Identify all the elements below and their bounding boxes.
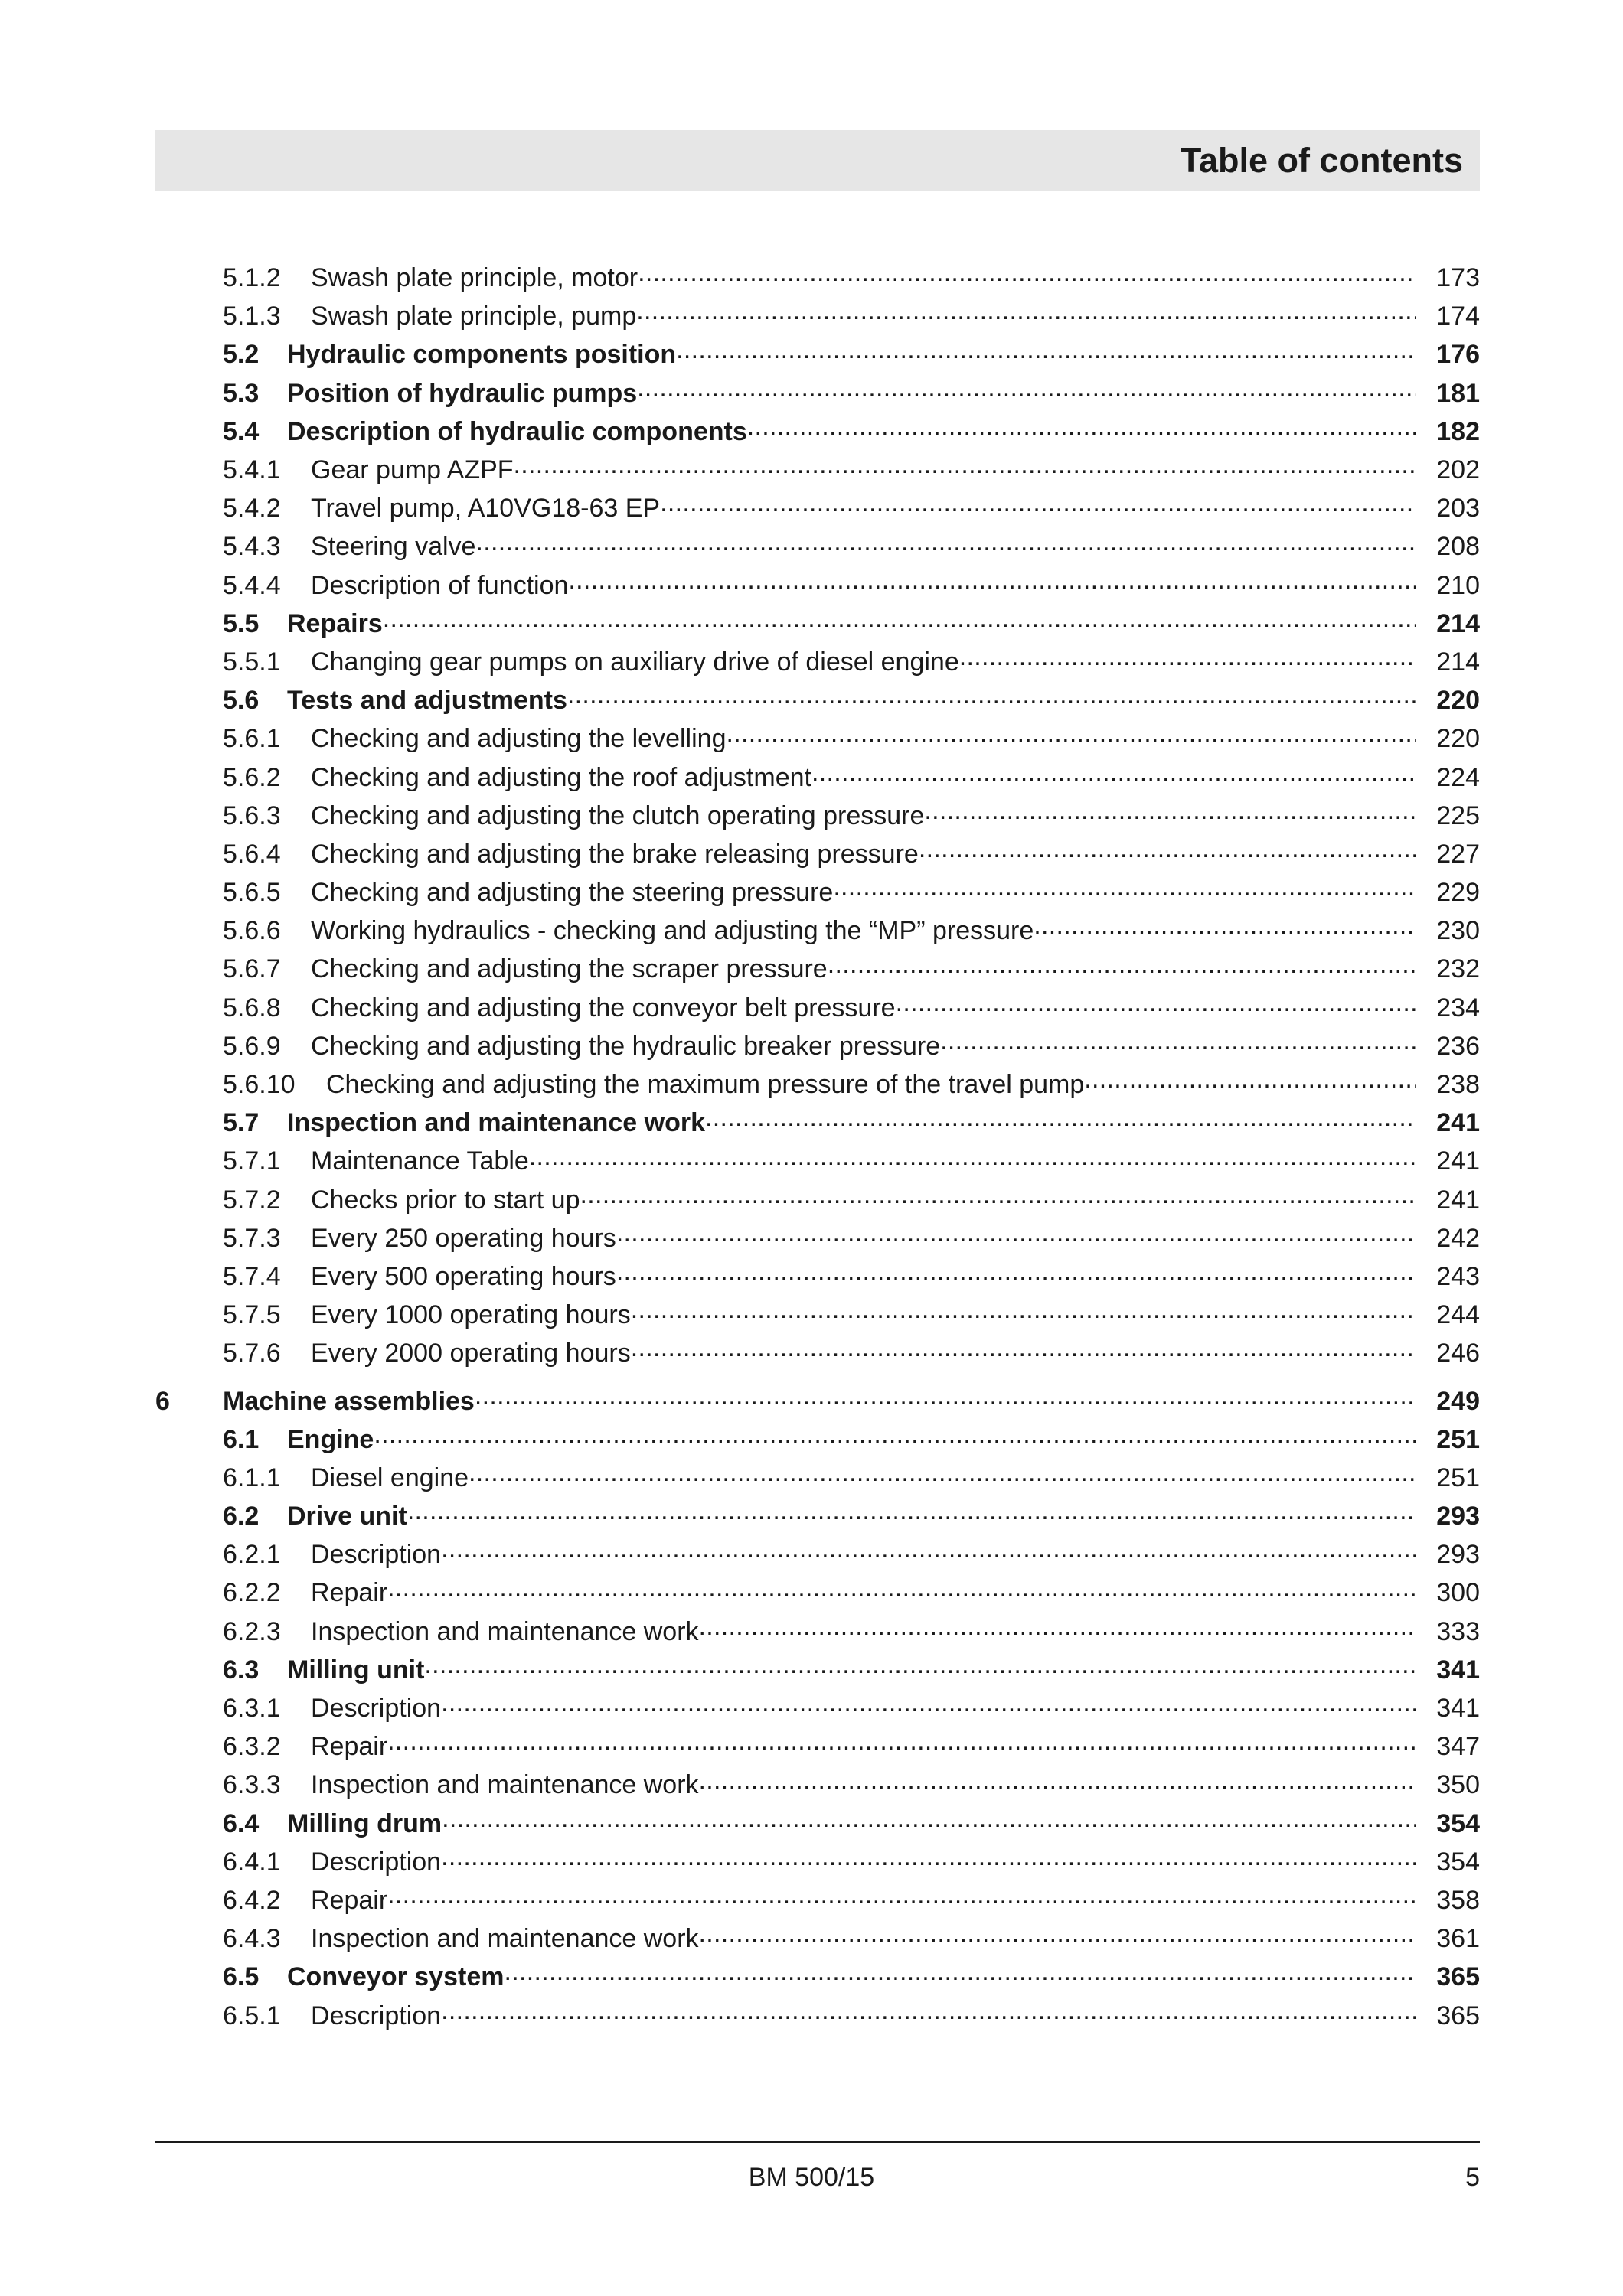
toc-entry-number: 5.7.2 — [223, 1185, 281, 1215]
toc-entry[interactable] — [155, 1257, 1480, 1296]
toc-entry-page: 225 — [1436, 801, 1480, 830]
dot-leader — [631, 1332, 1416, 1368]
toc-entry[interactable] — [155, 1958, 1480, 1996]
toc-entry-title: Every 250 operating hours — [311, 1223, 616, 1253]
toc-entry-page: 236 — [1436, 1031, 1480, 1061]
toc-entry-page: 241 — [1436, 1108, 1480, 1138]
toc-entry[interactable] — [155, 1651, 1480, 1689]
toc-entry-page: 354 — [1436, 1847, 1480, 1877]
toc-entry-page: 358 — [1436, 1885, 1480, 1915]
toc-entry-page: 243 — [1436, 1261, 1480, 1291]
toc-entry-title: Description — [311, 1540, 442, 1570]
toc-entry-page: 361 — [1436, 1924, 1480, 1954]
dot-leader — [631, 1294, 1416, 1329]
toc-entry-page: 230 — [1436, 916, 1480, 946]
toc-entry-title: Checking and adjusting the scraper pressure — [311, 954, 828, 984]
toc-entry-title: Repair — [311, 1732, 388, 1762]
toc-entry-number: 5.7.1 — [223, 1146, 281, 1176]
toc-entry-number: 6.3 — [223, 1655, 260, 1684]
toc-entry-title: Milling drum — [287, 1808, 442, 1838]
dot-leader — [636, 295, 1416, 331]
toc-entry-title: Description — [311, 1694, 442, 1724]
toc-entry-title: Swash plate principle, pump — [311, 302, 637, 331]
toc-entry-number: 5.2 — [223, 340, 260, 370]
dot-leader — [699, 1918, 1416, 1953]
toc-entry-title: Maintenance Table — [311, 1146, 529, 1176]
toc-entry-number: 5.7.3 — [223, 1223, 281, 1253]
toc-entry-number: 5.5.1 — [223, 647, 281, 677]
toc-entry-title: Checking and adjusting the steering pressure — [311, 878, 834, 908]
dot-leader — [726, 718, 1416, 753]
toc-entry-title: Description — [311, 1847, 442, 1877]
dot-leader — [812, 757, 1416, 792]
toc-entry[interactable] — [155, 1613, 1480, 1651]
footer-divider — [155, 2141, 1480, 2143]
toc-entry-number: 5.6 — [223, 686, 260, 716]
toc-entry-number: 5.6.10 — [223, 1070, 296, 1100]
toc-entry-number: 5.6.8 — [223, 993, 281, 1022]
toc-entry[interactable] — [155, 950, 1480, 988]
toc-entry-number: 5.4.2 — [223, 494, 281, 523]
toc-entry-page: 208 — [1436, 532, 1480, 562]
toc-entry-page: 203 — [1436, 494, 1480, 523]
toc-entry-page: 220 — [1436, 724, 1480, 754]
toc-entry[interactable] — [155, 1727, 1480, 1766]
dot-leader — [699, 1765, 1416, 1800]
toc-entry-title: Conveyor system — [287, 1962, 505, 1992]
toc-entry-title: Description — [311, 2001, 442, 2030]
table-of-contents — [155, 259, 1480, 2035]
toc-entry-page: 365 — [1436, 1962, 1480, 1992]
toc-entry-number: 6.4.1 — [223, 1847, 281, 1877]
toc-entry-title: Every 1000 operating hours — [311, 1300, 631, 1330]
toc-entry-number: 6.1.1 — [223, 1463, 281, 1492]
toc-entry-title: Milling unit — [287, 1655, 425, 1684]
toc-entry-number: 5.6.4 — [223, 839, 281, 869]
footer-page-number: 5 — [1465, 2163, 1480, 2192]
toc-entry-page: 173 — [1436, 263, 1480, 293]
toc-entry[interactable] — [155, 1219, 1480, 1257]
toc-entry-number: 5.6.6 — [223, 916, 281, 946]
toc-entry[interactable] — [155, 1766, 1480, 1804]
toc-entry[interactable] — [155, 1843, 1480, 1881]
toc-entry-page: 365 — [1436, 2001, 1480, 2030]
toc-entry-number: 5.7.6 — [223, 1339, 281, 1368]
dot-leader — [424, 1649, 1416, 1684]
toc-entry-page: 202 — [1436, 455, 1480, 485]
dot-leader — [568, 565, 1416, 600]
toc-entry-page: 227 — [1436, 839, 1480, 869]
toc-entry-page: 333 — [1436, 1616, 1480, 1646]
toc-entry-title: Every 2000 operating hours — [311, 1339, 631, 1368]
toc-entry[interactable] — [155, 297, 1480, 335]
toc-entry-page: 251 — [1436, 1424, 1480, 1454]
toc-entry-page: 229 — [1436, 878, 1480, 908]
toc-entry-page: 350 — [1436, 1770, 1480, 1800]
toc-entry[interactable] — [155, 335, 1480, 373]
toc-entry[interactable] — [155, 1065, 1480, 1104]
toc-entry-page: 220 — [1436, 686, 1480, 716]
dot-leader — [441, 1995, 1416, 2030]
toc-entry-page: 176 — [1436, 340, 1480, 370]
toc-entry-number: 5.6.2 — [223, 762, 281, 792]
dot-leader — [896, 987, 1416, 1022]
dot-leader — [441, 1534, 1416, 1569]
toc-entry-title: Repair — [311, 1885, 388, 1915]
toc-entry-number: 5.4.4 — [223, 570, 281, 600]
toc-entry-page: 241 — [1436, 1185, 1480, 1215]
toc-entry-title: Gear pump AZPF — [311, 455, 514, 485]
dot-leader — [676, 334, 1416, 370]
toc-entry-title: Changing gear pumps on auxiliary drive of diesel engine — [311, 647, 959, 677]
toc-entry-page: 214 — [1436, 608, 1480, 638]
toc-entry[interactable] — [155, 1334, 1480, 1372]
toc-entry-page: 300 — [1436, 1578, 1480, 1608]
toc-entry-number: 6.4 — [223, 1808, 260, 1838]
toc-entry[interactable] — [155, 758, 1480, 796]
toc-entry-number: 6.2.2 — [223, 1578, 281, 1608]
toc-entry-title: Tests and adjustments — [287, 686, 567, 716]
dot-leader — [616, 1218, 1416, 1253]
toc-entry-number: 6.2.3 — [223, 1616, 281, 1646]
dot-leader — [387, 1880, 1416, 1915]
toc-entry[interactable] — [155, 797, 1480, 835]
toc-entry-number: 5.7 — [223, 1108, 260, 1138]
toc-entry-number: 5.4.1 — [223, 455, 281, 485]
toc-entry[interactable] — [155, 413, 1480, 451]
toc-entry-title: Repairs — [287, 608, 383, 638]
toc-entry-title: Inspection and maintenance work — [311, 1924, 699, 1954]
toc-entry[interactable] — [155, 1420, 1480, 1459]
toc-entry[interactable] — [155, 1805, 1480, 1843]
dot-leader — [924, 795, 1416, 830]
toc-entry[interactable] — [155, 1142, 1480, 1180]
toc-entry-page: 354 — [1436, 1808, 1480, 1838]
toc-entry[interactable] — [155, 1535, 1480, 1574]
footer-document-id: BM 500/15 — [748, 2163, 875, 2192]
toc-entry-title: Checking and adjusting the levelling — [311, 724, 727, 754]
toc-entry-page: 293 — [1436, 1540, 1480, 1570]
toc-entry-page: 246 — [1436, 1339, 1480, 1368]
toc-entry-number: 5.7.4 — [223, 1261, 281, 1291]
toc-entry-number: 6.4.2 — [223, 1885, 281, 1915]
toc-entry-title: Diesel engine — [311, 1463, 469, 1492]
toc-entry-number: 6.1 — [223, 1424, 260, 1454]
dot-leader — [833, 872, 1416, 907]
dot-leader — [387, 1726, 1416, 1761]
dot-leader — [1034, 910, 1416, 945]
toc-entry-page: 241 — [1436, 1146, 1480, 1176]
dot-leader — [441, 1841, 1416, 1877]
toc-entry[interactable] — [155, 1574, 1480, 1612]
toc-entry-page: 347 — [1436, 1732, 1480, 1762]
toc-entry-number: 5.6.3 — [223, 801, 281, 830]
toc-entry-title: Every 500 operating hours — [311, 1261, 616, 1291]
toc-entry-title: Checking and adjusting the brake releasing pressure — [311, 839, 919, 869]
toc-entry[interactable] — [155, 1381, 1480, 1420]
toc-entry-title: Checking and adjusting the conveyor belt pressure — [311, 993, 896, 1022]
dot-leader — [699, 1611, 1416, 1646]
dot-leader — [638, 257, 1416, 292]
toc-entry-title: Checks prior to start up — [311, 1185, 580, 1215]
dot-leader — [374, 1419, 1416, 1454]
toc-entry-number: 6.3.2 — [223, 1732, 281, 1762]
dot-leader — [616, 1256, 1416, 1291]
toc-entry-page: 251 — [1436, 1463, 1480, 1492]
toc-entry[interactable] — [155, 835, 1480, 873]
toc-entry-title: Inspection and maintenance work — [311, 1770, 699, 1800]
page-title: Table of contents — [1180, 141, 1463, 180]
toc-entry[interactable] — [155, 681, 1480, 719]
toc-entry[interactable] — [155, 1027, 1480, 1065]
toc-entry-number: 6.3.1 — [223, 1694, 281, 1724]
toc-entry[interactable] — [155, 912, 1480, 950]
toc-entry-page: 244 — [1436, 1300, 1480, 1330]
toc-entry-page: 238 — [1436, 1070, 1480, 1100]
toc-entry-title: Checking and adjusting the hydraulic breaker pressure — [311, 1031, 941, 1061]
dot-leader — [637, 373, 1416, 408]
toc-entry-page: 174 — [1436, 302, 1480, 331]
toc-entry-number: 5.5 — [223, 608, 260, 638]
toc-entry-number: 5.1.2 — [223, 263, 281, 293]
toc-entry-number: 5.6.5 — [223, 878, 281, 908]
toc-entry-title: Checking and adjusting the clutch operating pressure — [311, 801, 925, 830]
dot-leader — [475, 527, 1416, 562]
dot-leader — [747, 411, 1416, 446]
toc-entry-page: 214 — [1436, 647, 1480, 677]
toc-entry-title: Checking and adjusting the roof adjustment — [311, 762, 812, 792]
dot-leader — [504, 1956, 1416, 1991]
toc-entry[interactable] — [155, 1181, 1480, 1219]
toc-entry[interactable] — [155, 1459, 1480, 1497]
toc-entry-page: 234 — [1436, 993, 1480, 1022]
toc-entry[interactable] — [155, 643, 1480, 681]
dot-leader — [387, 1573, 1416, 1608]
toc-entry-title: Working hydraulics - checking and adjusting the “MP” pressure — [311, 916, 1034, 946]
toc-entry-title: Travel pump, A10VG18-63 EP — [311, 494, 661, 523]
dot-leader — [959, 641, 1416, 677]
toc-entry-title: Description of hydraulic components — [287, 416, 747, 446]
toc-entry[interactable] — [155, 719, 1480, 758]
toc-entry-title: Repair — [311, 1578, 388, 1608]
dot-leader — [660, 488, 1416, 523]
toc-entry-page: 242 — [1436, 1223, 1480, 1253]
toc-entry-page: 232 — [1436, 954, 1480, 984]
toc-entry-title: Drive unit — [287, 1502, 407, 1531]
toc-entry[interactable] — [155, 873, 1480, 912]
toc-entry-number: 6.5.1 — [223, 2001, 281, 2030]
toc-entry[interactable] — [155, 605, 1480, 643]
toc-entry-number: 6 — [155, 1386, 170, 1416]
toc-entry-page: 210 — [1436, 570, 1480, 600]
dot-leader — [441, 1688, 1416, 1723]
toc-entry-title: Inspection and maintenance work — [311, 1616, 699, 1646]
toc-entry-title: Steering valve — [311, 532, 476, 562]
dot-leader — [580, 1179, 1416, 1215]
toc-entry-page: 341 — [1436, 1694, 1480, 1724]
toc-entry[interactable] — [155, 1996, 1480, 2034]
dot-leader — [1084, 1064, 1416, 1099]
toc-entry[interactable] — [155, 566, 1480, 605]
dot-leader — [529, 1141, 1416, 1176]
dot-leader — [940, 1026, 1416, 1061]
toc-entry-number: 5.4 — [223, 416, 260, 446]
toc-entry-number: 6.3.3 — [223, 1770, 281, 1800]
toc-entry-number: 5.3 — [223, 378, 260, 408]
toc-entry-page: 249 — [1436, 1386, 1480, 1416]
dot-leader — [828, 949, 1416, 984]
toc-entry[interactable] — [155, 259, 1480, 297]
dot-leader — [705, 1102, 1416, 1137]
dot-leader — [469, 1457, 1416, 1492]
toc-entry[interactable] — [155, 1919, 1480, 1958]
toc-entry[interactable] — [155, 489, 1480, 527]
toc-entry-number: 5.6.7 — [223, 954, 281, 984]
toc-entry-page: 181 — [1436, 378, 1480, 408]
dot-leader — [475, 1381, 1416, 1416]
toc-entry-page: 224 — [1436, 762, 1480, 792]
dot-leader — [919, 833, 1416, 869]
toc-entry[interactable] — [155, 1497, 1480, 1535]
toc-entry-number: 5.7.5 — [223, 1300, 281, 1330]
toc-entry-number: 6.4.3 — [223, 1924, 281, 1954]
dot-leader — [383, 603, 1416, 638]
dot-leader — [567, 680, 1416, 715]
toc-entry-number: 6.2 — [223, 1502, 260, 1531]
toc-entry[interactable] — [155, 989, 1480, 1027]
header-band — [155, 130, 1480, 191]
toc-entry-title: Position of hydraulic pumps — [287, 378, 638, 408]
toc-entry-title: Checking and adjusting the maximum pressure of the travel pump — [326, 1070, 1085, 1100]
toc-entry-title: Description of function — [311, 570, 569, 600]
dot-leader — [514, 449, 1416, 484]
toc-entry-number: 5.6.9 — [223, 1031, 281, 1061]
toc-entry-title: Swash plate principle, motor — [311, 263, 638, 293]
toc-entry-title: Engine — [287, 1424, 374, 1454]
toc-entry[interactable] — [155, 374, 1480, 413]
toc-entry-page: 341 — [1436, 1655, 1480, 1684]
toc-entry-page: 182 — [1436, 416, 1480, 446]
dot-leader — [407, 1495, 1416, 1531]
toc-entry[interactable] — [155, 451, 1480, 489]
toc-entry-number: 5.6.1 — [223, 724, 281, 754]
toc-entry[interactable] — [155, 1689, 1480, 1727]
toc-entry[interactable] — [155, 1104, 1480, 1142]
toc-entry-title: Hydraulic components position — [287, 340, 677, 370]
toc-entry[interactable] — [155, 1881, 1480, 1919]
toc-entry[interactable] — [155, 1296, 1480, 1334]
toc-entry[interactable] — [155, 527, 1480, 566]
toc-entry-number: 6.2.1 — [223, 1540, 281, 1570]
toc-entry-page: 293 — [1436, 1502, 1480, 1531]
toc-entry-number: 6.5 — [223, 1962, 260, 1992]
toc-entry-title: Machine assemblies — [223, 1386, 475, 1416]
toc-entry-number: 5.1.3 — [223, 302, 281, 331]
toc-entry-number: 5.4.3 — [223, 532, 281, 562]
dot-leader — [442, 1803, 1416, 1838]
toc-entry-title: Inspection and maintenance work — [287, 1108, 706, 1138]
